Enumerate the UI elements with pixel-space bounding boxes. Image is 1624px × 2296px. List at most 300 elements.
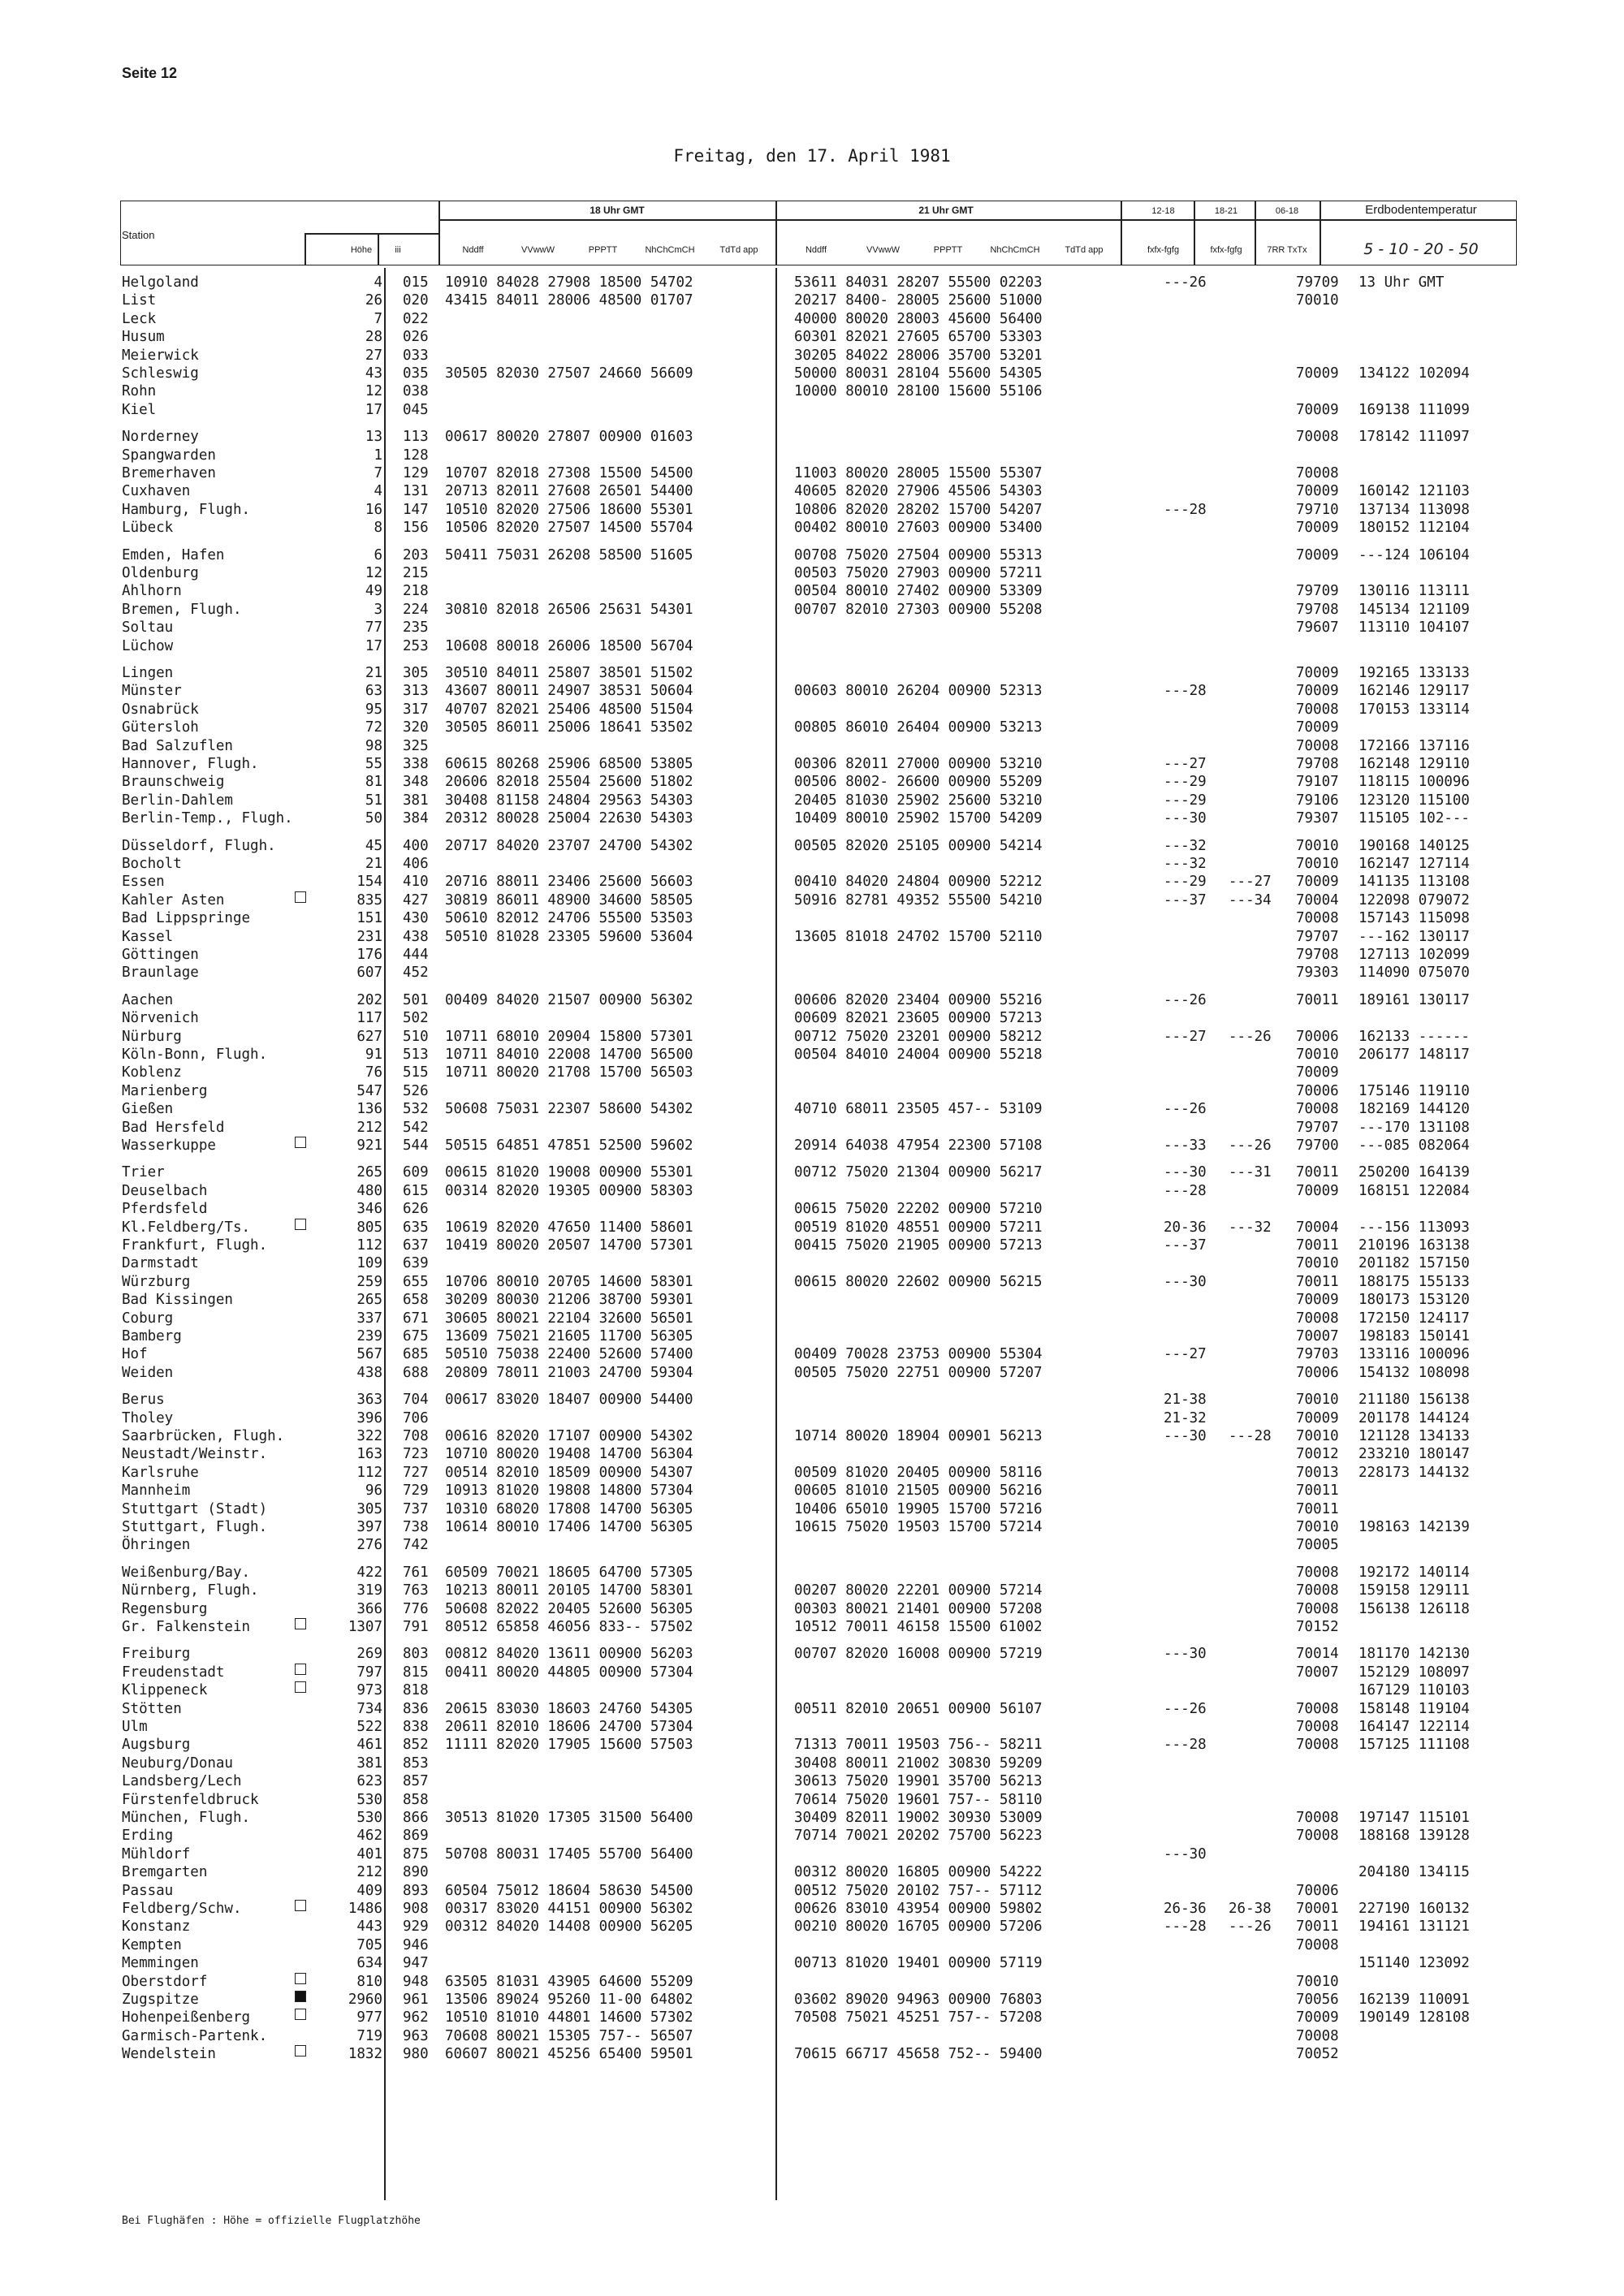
obs-21-gmt: 60301 82021 27605 65700 53303 bbox=[794, 329, 1043, 346]
station-altitude: 13 bbox=[365, 429, 382, 446]
table-row bbox=[120, 601, 1517, 619]
gust-12-18: ---30 bbox=[1164, 1646, 1207, 1663]
precip-06-18: 70010 bbox=[1296, 1519, 1339, 1535]
gust-18-21: ---26 bbox=[1229, 1137, 1272, 1154]
station-altitude: 810 bbox=[356, 1973, 382, 1990]
header-col-18-3: PPPTT bbox=[588, 245, 618, 255]
station-altitude: 12 bbox=[365, 383, 382, 400]
soil-temperature: 192165 133133 bbox=[1358, 665, 1470, 681]
obs-21-gmt: 00504 84010 24004 00900 55218 bbox=[794, 1047, 1043, 1063]
station-name: Lübeck bbox=[122, 520, 174, 537]
station-altitude: 547 bbox=[356, 1082, 382, 1099]
station-name: Gießen bbox=[122, 1101, 174, 1118]
precip-06-18: 70008 bbox=[1296, 465, 1339, 481]
station-altitude: 705 bbox=[356, 1936, 382, 1953]
soil-temperature: 206177 148117 bbox=[1358, 1047, 1470, 1063]
obs-21-gmt: 71313 70011 19503 756-- 58211 bbox=[794, 1737, 1043, 1754]
gust-12-18: ---26 bbox=[1164, 1101, 1207, 1118]
table-row bbox=[120, 546, 1517, 564]
gust-12-18: ---26 bbox=[1164, 274, 1207, 291]
soil-temperature: 198183 150141 bbox=[1358, 1328, 1470, 1344]
station-id: 685 bbox=[403, 1346, 429, 1363]
station-altitude: 805 bbox=[356, 1219, 382, 1236]
station-name: Nörvenich bbox=[122, 1010, 199, 1027]
obs-18-gmt: 10710 80020 19408 14700 56304 bbox=[445, 1446, 693, 1463]
precip-06-18: 70009 bbox=[1296, 483, 1339, 500]
station-name: Karlsruhe bbox=[122, 1464, 199, 1481]
station-id: 338 bbox=[403, 756, 429, 772]
table-row bbox=[120, 1736, 1517, 1754]
soil-temperature: 130116 113111 bbox=[1358, 583, 1470, 600]
station-altitude: 627 bbox=[356, 1028, 382, 1045]
table-row bbox=[120, 964, 1517, 982]
precip-06-18: 70009 bbox=[1296, 365, 1339, 382]
station-id: 444 bbox=[403, 947, 429, 963]
station-name: Spangwarden bbox=[122, 447, 216, 464]
obs-18-gmt: 50610 82012 24706 55500 53503 bbox=[445, 910, 693, 927]
table-row bbox=[120, 1791, 1517, 1809]
station-id: 818 bbox=[403, 1682, 429, 1699]
precip-06-18: 70009 bbox=[1296, 719, 1339, 736]
table-row bbox=[120, 1645, 1517, 1663]
station-id: 893 bbox=[403, 1882, 429, 1899]
precip-06-18: 70014 bbox=[1296, 1646, 1339, 1663]
obs-21-gmt: 00615 80020 22602 00900 56215 bbox=[794, 1273, 1043, 1290]
station-id: 501 bbox=[403, 991, 429, 1008]
precip-06-18: 70008 bbox=[1296, 1719, 1339, 1735]
station-id: 215 bbox=[403, 565, 429, 581]
obs-21-gmt: 10806 82020 28202 15700 54207 bbox=[794, 501, 1043, 518]
precip-06-18: 79107 bbox=[1296, 774, 1339, 791]
station-altitude: 26 bbox=[365, 292, 382, 309]
station-altitude: 117 bbox=[356, 1010, 382, 1027]
table-row bbox=[120, 1464, 1517, 1482]
table-row bbox=[120, 310, 1517, 328]
table-row bbox=[120, 1219, 1517, 1236]
station-altitude: 112 bbox=[356, 1464, 382, 1481]
station-altitude: 239 bbox=[356, 1328, 382, 1344]
precip-06-18: 70008 bbox=[1296, 429, 1339, 446]
precip-06-18: 70011 bbox=[1296, 991, 1339, 1008]
precip-06-18: 70009 bbox=[1296, 1182, 1339, 1199]
obs-21-gmt: 10512 70011 46158 15500 61002 bbox=[794, 1619, 1043, 1635]
precip-06-18: 70011 bbox=[1296, 1273, 1339, 1290]
station-id: 962 bbox=[403, 2009, 429, 2026]
station-altitude: 17 bbox=[365, 637, 382, 654]
table-row bbox=[120, 1991, 1517, 2009]
header-gmt21: 21 Uhr GMT bbox=[918, 205, 974, 216]
station-name: Leck bbox=[122, 310, 157, 327]
station-id: 836 bbox=[403, 1700, 429, 1717]
obs-18-gmt: 10614 80010 17406 14700 56305 bbox=[445, 1519, 693, 1535]
station-name: Kempten bbox=[122, 1936, 182, 1953]
gust-18-21: ---27 bbox=[1229, 874, 1272, 891]
obs-18-gmt: 20717 84020 23707 24700 54302 bbox=[445, 837, 693, 854]
obs-21-gmt: 00615 75020 22202 00900 57210 bbox=[794, 1201, 1043, 1218]
table-row bbox=[120, 482, 1517, 500]
station-id: 803 bbox=[403, 1646, 429, 1663]
gust-12-18: ---30 bbox=[1164, 810, 1207, 827]
station-id: 763 bbox=[403, 1582, 429, 1599]
table-row bbox=[120, 1718, 1517, 1736]
header-col-21-3: PPPTT bbox=[933, 245, 963, 255]
square-marker-icon bbox=[295, 1664, 306, 1675]
station-id: 963 bbox=[403, 2027, 429, 2044]
station-altitude: 151 bbox=[356, 910, 382, 927]
station-id: 320 bbox=[403, 719, 429, 736]
station-id: 235 bbox=[403, 619, 429, 637]
station-altitude: 734 bbox=[356, 1700, 382, 1717]
gust-12-18: ---30 bbox=[1164, 1845, 1207, 1862]
table-row bbox=[120, 701, 1517, 719]
soil-temperature: 182169 144120 bbox=[1358, 1101, 1470, 1118]
station-altitude: 45 bbox=[365, 837, 382, 854]
station-altitude: 259 bbox=[356, 1273, 382, 1290]
header-col-18-2: VVwwW bbox=[521, 245, 555, 255]
table-row bbox=[120, 909, 1517, 927]
precip-06-18: 70009 bbox=[1296, 665, 1339, 681]
obs-18-gmt: 20809 78011 21003 24700 59304 bbox=[445, 1364, 693, 1381]
page-number: Seite 12 bbox=[122, 65, 178, 81]
station-id: 526 bbox=[403, 1082, 429, 1099]
precip-06-18: 70006 bbox=[1296, 1882, 1339, 1899]
obs-21-gmt: 10409 80010 25902 15700 54209 bbox=[794, 810, 1043, 827]
obs-18-gmt: 20615 83030 18603 24760 54305 bbox=[445, 1700, 693, 1717]
station-altitude: 3 bbox=[374, 601, 382, 618]
station-altitude: 12 bbox=[365, 565, 382, 581]
precip-06-18: 70052 bbox=[1296, 2046, 1339, 2063]
station-name: Schleswig bbox=[122, 365, 199, 382]
station-name: List bbox=[122, 292, 157, 309]
soil-temperature: 250200 164139 bbox=[1358, 1164, 1470, 1181]
station-name: Bremgarten bbox=[122, 1864, 208, 1881]
table-row bbox=[120, 382, 1517, 400]
table-row bbox=[120, 1518, 1517, 1536]
obs-18-gmt: 20606 82018 25504 25600 51802 bbox=[445, 774, 693, 791]
precip-06-18: 70010 bbox=[1296, 856, 1339, 872]
precip-06-18: 79708 bbox=[1296, 947, 1339, 963]
station-id: 980 bbox=[403, 2046, 429, 2063]
station-id: 908 bbox=[403, 1901, 429, 1917]
obs-18-gmt: 50608 75031 22307 58600 54302 bbox=[445, 1101, 693, 1118]
precip-06-18: 70006 bbox=[1296, 1028, 1339, 1045]
station-name: Lingen bbox=[122, 665, 174, 681]
station-id: 742 bbox=[403, 1537, 429, 1554]
gust-12-18: ---29 bbox=[1164, 874, 1207, 891]
soil-temperature: 197147 115101 bbox=[1358, 1810, 1470, 1826]
station-name: Rohn bbox=[122, 383, 157, 400]
obs-18-gmt: 50411 75031 26208 58500 51605 bbox=[445, 546, 693, 563]
soil-temperature: 190168 140125 bbox=[1358, 837, 1470, 854]
table-row bbox=[120, 1046, 1517, 1064]
soil-temperature: 162146 129117 bbox=[1358, 683, 1470, 700]
soil-temperature: 180173 153120 bbox=[1358, 1292, 1470, 1309]
soil-temperature: 157125 111108 bbox=[1358, 1737, 1470, 1754]
filled-square-marker-icon bbox=[295, 1991, 306, 2002]
table-row bbox=[120, 809, 1517, 827]
station-name: Stuttgart (Stadt) bbox=[122, 1500, 268, 1517]
station-altitude: 109 bbox=[356, 1255, 382, 1272]
obs-18-gmt: 10619 82020 47650 11400 58601 bbox=[445, 1219, 693, 1236]
station-id: 723 bbox=[403, 1446, 429, 1463]
precip-06-18: 70012 bbox=[1296, 1446, 1339, 1463]
station-name: Würzburg bbox=[122, 1273, 191, 1290]
header-divider bbox=[438, 219, 1517, 221]
obs-18-gmt: 00409 84020 21507 00900 56302 bbox=[445, 991, 693, 1008]
precip-06-18: 70008 bbox=[1296, 1700, 1339, 1717]
obs-18-gmt: 10706 80010 20705 14600 58301 bbox=[445, 1273, 693, 1290]
soil-temperature: 156138 126118 bbox=[1358, 1600, 1470, 1617]
station-id: 515 bbox=[403, 1064, 429, 1081]
table-row bbox=[120, 1119, 1517, 1137]
table-row bbox=[120, 428, 1517, 446]
station-name: München, Flugh. bbox=[122, 1810, 251, 1826]
station-altitude: 77 bbox=[365, 619, 382, 637]
precip-06-18: 70005 bbox=[1296, 1537, 1339, 1554]
station-id: 658 bbox=[403, 1292, 429, 1309]
soil-temperature: 168151 122084 bbox=[1358, 1182, 1470, 1199]
soil-temperature: 162148 129110 bbox=[1358, 756, 1470, 772]
station-name: Hohenpeißenberg bbox=[122, 2009, 251, 2026]
station-altitude: 265 bbox=[356, 1164, 382, 1181]
footnote: Bei Flughäfen : Höhe = offizielle Flugplatzhöhe bbox=[122, 2215, 421, 2227]
obs-18-gmt: 10711 80020 21708 15700 56503 bbox=[445, 1064, 693, 1081]
square-marker-icon bbox=[295, 1900, 306, 1911]
table-row bbox=[120, 347, 1517, 365]
precip-06-18: 70011 bbox=[1296, 1500, 1339, 1517]
station-altitude: 396 bbox=[356, 1409, 382, 1426]
station-altitude: 136 bbox=[356, 1101, 382, 1118]
obs-21-gmt: 30613 75020 19901 35700 56213 bbox=[794, 1773, 1043, 1790]
table-row bbox=[120, 637, 1517, 655]
obs-18-gmt: 10913 81020 19808 14800 57304 bbox=[445, 1482, 693, 1500]
station-id: 438 bbox=[403, 928, 429, 945]
header-sep bbox=[775, 201, 777, 265]
obs-18-gmt: 50510 81028 23305 59600 53604 bbox=[445, 928, 693, 945]
precip-06-18: 70010 bbox=[1296, 837, 1339, 854]
station-name: Landsberg/Lech bbox=[122, 1773, 242, 1790]
station-id: 427 bbox=[403, 891, 429, 908]
station-name: Wendelstein bbox=[122, 2046, 216, 2063]
obs-21-gmt: 00504 80010 27402 00900 53309 bbox=[794, 583, 1043, 600]
table-row bbox=[120, 464, 1517, 482]
obs-18-gmt: 10910 84028 27908 18500 54702 bbox=[445, 274, 693, 291]
precip-06-18: 70007 bbox=[1296, 1328, 1339, 1344]
table-row bbox=[120, 737, 1517, 755]
table-row bbox=[120, 2009, 1517, 2026]
station-altitude: 397 bbox=[356, 1519, 382, 1535]
station-name: Kiel bbox=[122, 401, 157, 418]
station-altitude: 4 bbox=[374, 274, 382, 291]
station-altitude: 49 bbox=[365, 583, 382, 600]
square-marker-icon bbox=[295, 2009, 306, 2020]
station-altitude: 567 bbox=[356, 1346, 382, 1363]
station-id: 853 bbox=[403, 1754, 429, 1772]
station-id: 381 bbox=[403, 792, 429, 809]
table-row bbox=[120, 619, 1517, 637]
station-name: Mannheim bbox=[122, 1482, 191, 1500]
station-id: 671 bbox=[403, 1310, 429, 1327]
table-row bbox=[120, 1918, 1517, 1936]
station-name: Bad Lippspringe bbox=[122, 910, 251, 927]
header-hoehe: Höhe bbox=[350, 245, 373, 255]
station-id: 026 bbox=[403, 329, 429, 346]
obs-18-gmt: 11111 82020 17905 15600 57503 bbox=[445, 1737, 693, 1754]
soil-temperature: 152129 108097 bbox=[1358, 1664, 1470, 1681]
station-name: Hannover, Flugh. bbox=[122, 756, 259, 772]
obs-18-gmt: 30819 86011 48900 34600 58505 bbox=[445, 891, 693, 908]
obs-21-gmt: 13605 81018 24702 15700 52110 bbox=[794, 928, 1043, 945]
obs-21-gmt: 03602 89020 94963 00900 76803 bbox=[794, 1992, 1043, 2008]
header-sub-1218: fxfx-fgfg bbox=[1147, 245, 1180, 255]
gust-12-18: ---28 bbox=[1164, 1918, 1207, 1936]
station-name: Düsseldorf, Flugh. bbox=[122, 837, 276, 854]
precip-06-18: 70011 bbox=[1296, 1482, 1339, 1500]
obs-18-gmt: 20716 88011 23406 25600 56603 bbox=[445, 874, 693, 891]
precip-06-18: 79607 bbox=[1296, 619, 1339, 637]
table-row bbox=[120, 1827, 1517, 1845]
obs-21-gmt: 10406 65010 19905 15700 57216 bbox=[794, 1500, 1043, 1517]
station-name: Braunlage bbox=[122, 965, 199, 982]
soil-temperature: ---085 082064 bbox=[1358, 1137, 1470, 1154]
obs-21-gmt: 00410 84020 24804 00900 52212 bbox=[794, 874, 1043, 891]
obs-18-gmt: 10608 80018 26006 18500 56704 bbox=[445, 637, 693, 654]
precip-06-18: 70008 bbox=[1296, 910, 1339, 927]
station-id: 791 bbox=[403, 1619, 429, 1635]
precip-06-18: 70006 bbox=[1296, 1364, 1339, 1381]
station-id: 015 bbox=[403, 274, 429, 291]
station-name: Bad Hersfeld bbox=[122, 1119, 225, 1136]
header-sub-1821: fxfx-fgfg bbox=[1210, 245, 1242, 255]
gust-18-21: ---34 bbox=[1229, 891, 1272, 908]
obs-21-gmt: 10615 75020 19503 15700 57214 bbox=[794, 1519, 1043, 1535]
obs-21-gmt: 00505 82020 25105 00900 54214 bbox=[794, 837, 1043, 854]
station-id: 738 bbox=[403, 1519, 429, 1535]
table-row bbox=[120, 328, 1517, 346]
station-id: 147 bbox=[403, 501, 429, 518]
table-row bbox=[120, 1100, 1517, 1118]
soil-temperature: 169138 111099 bbox=[1358, 401, 1470, 418]
obs-21-gmt: 53611 84031 28207 55500 02203 bbox=[794, 274, 1043, 291]
station-id: 948 bbox=[403, 1973, 429, 1990]
precip-06-18: 70009 bbox=[1296, 2009, 1339, 2026]
table-row bbox=[120, 1009, 1517, 1027]
obs-21-gmt: 10714 80020 18904 00901 56213 bbox=[794, 1428, 1043, 1444]
station-altitude: 634 bbox=[356, 1955, 382, 1972]
station-id: 113 bbox=[403, 429, 429, 446]
station-altitude: 7 bbox=[374, 310, 382, 327]
obs-18-gmt: 50608 82022 20405 52600 56305 bbox=[445, 1600, 693, 1617]
station-name: Koblenz bbox=[122, 1064, 182, 1081]
gust-12-18: 26-36 bbox=[1164, 1901, 1207, 1917]
station-altitude: 530 bbox=[356, 1791, 382, 1808]
table-row bbox=[120, 1200, 1517, 1218]
station-name: Lüchow bbox=[122, 637, 174, 654]
header-divider-left bbox=[304, 233, 438, 235]
station-name: Nürburg bbox=[122, 1028, 182, 1045]
obs-21-gmt: 00519 81020 48551 00900 57211 bbox=[794, 1219, 1043, 1236]
soil-temperature: 180152 112104 bbox=[1358, 520, 1470, 537]
gust-12-18: ---30 bbox=[1164, 1428, 1207, 1444]
obs-18-gmt: 30605 80021 22104 32600 56501 bbox=[445, 1310, 693, 1327]
table-row bbox=[120, 1500, 1517, 1518]
gust-18-21: ---32 bbox=[1229, 1219, 1272, 1236]
obs-18-gmt: 30513 81020 17305 31500 56400 bbox=[445, 1810, 693, 1826]
station-name: Kahler Asten bbox=[122, 891, 225, 908]
station-altitude: 276 bbox=[356, 1537, 382, 1554]
obs-18-gmt: 10707 82018 27308 15500 54500 bbox=[445, 465, 693, 481]
header-col-21-5: TdTd app bbox=[1065, 245, 1104, 255]
square-marker-icon bbox=[295, 891, 306, 903]
precip-06-18: 70152 bbox=[1296, 1619, 1339, 1635]
table-row bbox=[120, 582, 1517, 600]
obs-18-gmt: 30505 86011 25006 18641 53502 bbox=[445, 719, 693, 736]
table-row bbox=[120, 401, 1517, 419]
station-id: 033 bbox=[403, 347, 429, 364]
obs-21-gmt: 00505 75020 22751 00900 57207 bbox=[794, 1364, 1043, 1381]
table-row bbox=[120, 1409, 1517, 1427]
table-row bbox=[120, 1364, 1517, 1382]
table-row bbox=[120, 1681, 1517, 1699]
soil-temperature: 162139 110091 bbox=[1358, 1992, 1470, 2008]
obs-18-gmt: 63505 81031 43905 64600 55209 bbox=[445, 1973, 693, 1990]
gust-12-18: 21-32 bbox=[1164, 1409, 1207, 1426]
station-id: 639 bbox=[403, 1255, 429, 1272]
station-name: Köln-Bonn, Flugh. bbox=[122, 1047, 268, 1063]
obs-21-gmt: 00713 81020 19401 00900 57119 bbox=[794, 1955, 1043, 1972]
table-row bbox=[120, 519, 1517, 537]
station-id: 128 bbox=[403, 447, 429, 464]
station-altitude: 212 bbox=[356, 1864, 382, 1881]
obs-18-gmt: 60615 80268 25906 68500 53805 bbox=[445, 756, 693, 772]
precip-06-18: 70010 bbox=[1296, 292, 1339, 309]
obs-21-gmt: 00511 82010 20651 00900 56107 bbox=[794, 1700, 1043, 1717]
gust-12-18: ---30 bbox=[1164, 1164, 1207, 1181]
station-name: Freiburg bbox=[122, 1646, 191, 1663]
obs-21-gmt: 40605 82020 27906 45506 54303 bbox=[794, 483, 1043, 500]
obs-18-gmt: 10506 82020 27507 14500 55704 bbox=[445, 520, 693, 537]
station-altitude: 422 bbox=[356, 1564, 382, 1581]
header-sep bbox=[438, 201, 440, 265]
station-id: 838 bbox=[403, 1719, 429, 1735]
precip-06-18: 70008 bbox=[1296, 1828, 1339, 1845]
station-altitude: 322 bbox=[356, 1428, 382, 1444]
table-row bbox=[120, 1700, 1517, 1718]
obs-18-gmt: 10711 84010 22008 14700 56500 bbox=[445, 1047, 693, 1063]
station-id: 609 bbox=[403, 1164, 429, 1181]
precip-06-18: 79707 bbox=[1296, 928, 1339, 945]
station-name: Feldberg/Schw. bbox=[122, 1901, 242, 1917]
gust-18-21: ---26 bbox=[1229, 1918, 1272, 1936]
table-row bbox=[120, 564, 1517, 582]
precip-06-18: 70008 bbox=[1296, 1310, 1339, 1327]
table-row bbox=[120, 682, 1517, 700]
precip-06-18: 70009 bbox=[1296, 1064, 1339, 1081]
obs-18-gmt: 20713 82011 27608 26501 54400 bbox=[445, 483, 693, 500]
obs-18-gmt: 10310 68020 17808 14700 56305 bbox=[445, 1500, 693, 1517]
table-row bbox=[120, 291, 1517, 309]
soil-temperature: 141135 113108 bbox=[1358, 874, 1470, 891]
header-erdboden: Erdbodentemperatur bbox=[1365, 203, 1477, 217]
station-name: Kl.Feldberg/Ts. bbox=[122, 1219, 251, 1236]
station-altitude: 1307 bbox=[348, 1619, 382, 1635]
station-altitude: 21 bbox=[365, 665, 382, 681]
station-altitude: 1486 bbox=[348, 1901, 382, 1917]
station-altitude: 462 bbox=[356, 1828, 382, 1845]
table-row bbox=[120, 1900, 1517, 1918]
station-name: Kassel bbox=[122, 928, 174, 945]
station-name: Weißenburg/Bay. bbox=[122, 1564, 251, 1581]
